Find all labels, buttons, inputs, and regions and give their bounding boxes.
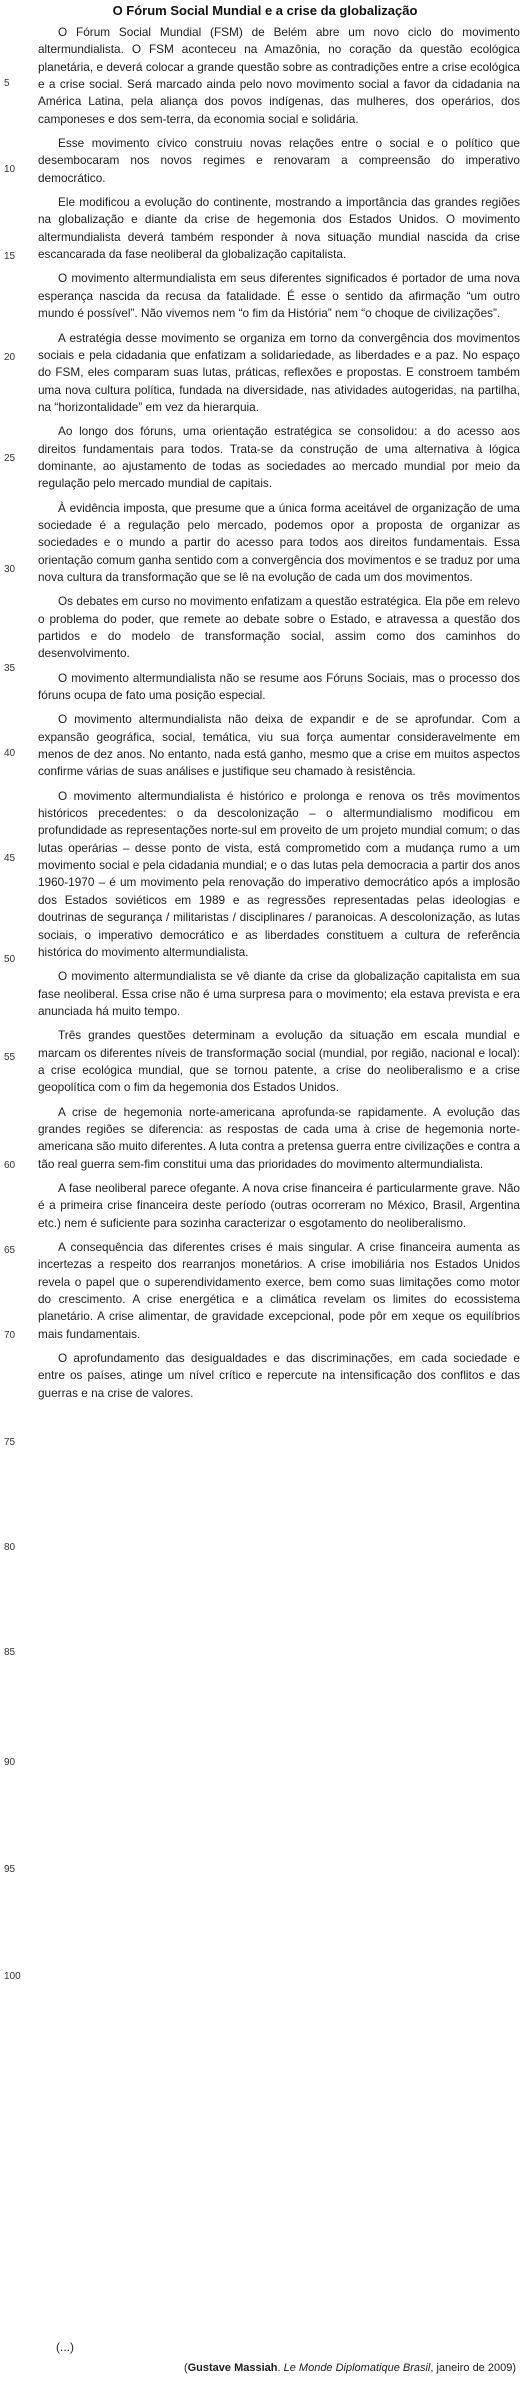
line-number: 55 xyxy=(4,1052,16,1063)
citation-open: ( xyxy=(183,2362,188,2374)
line-number: 60 xyxy=(4,1160,16,1171)
line-number: 95 xyxy=(4,1864,16,1875)
paragraph: O movimento altermundialista se vê diante da crise da globalização capitalista em sua fase neoliberal. Essa crise não é uma surpresa para o movimento; ela estava prevista e era anunciada há muito tempo. xyxy=(38,969,520,1018)
paragraph: Ele modificou a evolução do continente, mostrando a importância das grandes regiões na globalização e diante da crise de hegemonia dos Estados Unidos. O movimento altermundialista deverá também responder à nova situação mundial nascida da crise escancarada da fase neoliberal da globalização capitalista. xyxy=(38,195,520,262)
paragraph: Os debates em curso no movimento enfatizam a questão estratégica. Ela põe em relevo o problema do poder, que remete ao debate sobre o Estado, e atravessa a questão dos partidos e do modelo de transformação social, assim como dos caminhos do desenvolvimento. xyxy=(38,594,520,661)
paragraph: O movimento altermundialista não se resume aos Fóruns Sociais, mas o processo dos fóruns ocupa de fato uma posição especial. xyxy=(38,670,520,703)
citation-author: Gustave Massiah xyxy=(187,2362,278,2374)
paragraph: A fase neoliberal parece ofegante. A nova crise financeira é particularmente grave. Não é a primeira crise financeira deste período (outras ocorreram no México, Brasil, Argentina etc.) nem é suficiente para sozinha caracterizar o esgotamento do neoliberalismo. xyxy=(38,1180,520,1230)
paragraph: O movimento altermundialista em seus diferentes significados é portador de uma nova esperança nascida da recusa da fatalidade. É esse o sentido da afirmação “um outro mundo é possível”. Não vivemos nem “o fim da História” nem “o choque de civilizações”. xyxy=(38,271,520,321)
line-number: 40 xyxy=(4,748,16,759)
paragraph: A estratégia desse movimento se organiza em torno da convergência dos movimentos sociais e pela cidadania que enfatizam a solidariedade, as liberdades e a paz. No espaço do FSM, eles comparam suas lutas, práticas, reflexões e propostas. E constroem também uma nova cultura política, fundada na diversidade, nas atividades autogeridas, na partilha, na “horizontalidade” em vez da hierarquia. xyxy=(38,330,520,414)
line-number: 90 xyxy=(4,1757,16,1768)
line-number: 65 xyxy=(4,1245,16,1256)
paragraph: O Fórum Social Mundial (FSM) de Belém abre um novo ciclo do movimento altermundialista. O FSM aconteceu na Amazônia, no coração da questão ecológica planetária, e deverá colocar a grande questão sobre as contradições entre a crise ecológica e a crise social. Será marcado ainda pelo novo movimento social a favor da cidadania na América Latina, pela aliança dos povos indígenas, das mulheres, dos operários, dos camponeses e dos sem-terra, da economia social e solidária. xyxy=(38,25,520,126)
citation-date: , janeiro de 2009) xyxy=(430,2362,516,2374)
article-body xyxy=(38,24,520,1409)
paragraph: Três grandes questões determinam a evolução da situação em escala mundial e marcam os diferentes níveis de transformação social (mundial, por região, nacional e local): a crise ecológica mundial, que se tornou patente, a crise do neoliberalismo e a crise geopolítica com o fim da hegemonia dos Estados Unidos. xyxy=(38,1028,520,1095)
line-number: 5 xyxy=(4,78,10,89)
line-number: 85 xyxy=(4,1647,16,1658)
source-citation xyxy=(184,2362,516,2374)
article-title: O Fórum Social Mundial e a crise da globalização xyxy=(112,3,418,18)
line-number: 50 xyxy=(4,954,16,965)
line-number: 80 xyxy=(4,1542,16,1553)
citation-publication: Le Monde Diplomatique Brasil xyxy=(283,2362,431,2374)
line-number: 15 xyxy=(4,251,16,262)
line-number: 35 xyxy=(4,663,16,674)
paragraph: À evidência imposta, que presume que a única forma aceitável de organização de uma sociedade é a regulação pelo mercado, podemos opor a proposta de organizar as sociedades e o mundo a partir do acesso para todos aos direitos fundamentais. Essa orientação comum ganha sentido com a convergência dos movimentos e se traduz por uma nova cultura da transformação que se lê na evolução de cada um dos movimentos. xyxy=(38,500,520,584)
paragraph: O movimento altermundialista não deixa de expandir e de se aprofundar. Com a expansão geográfica, social, temática, viu sua força aumentar consideravelmente em menos de dez anos. No entanto, nada está ganho, mesmo que a crise em muitos aspectos confirme várias de suas análises e justifique seu chamado à resistência. xyxy=(38,712,520,779)
line-number: 75 xyxy=(4,1437,16,1448)
paragraph: O aprofundamento das desigualdades e das discriminações, em cada sociedade e entre os países, atinge um nível crítico e repercute na intensificação dos conflitos e das guerras e na crise de valores. xyxy=(38,1351,520,1400)
omission-marker: (...) xyxy=(56,2340,74,2354)
citation-separator: . xyxy=(277,2362,284,2374)
line-number: 100 xyxy=(4,1971,21,1982)
line-number: 25 xyxy=(4,453,16,464)
line-number: 70 xyxy=(4,1330,16,1341)
paragraph: Ao longo dos fóruns, uma orientação estratégica se consolidou: a do acesso aos direitos fundamentais para todos. Trata-se da construção de uma alternativa à lógica dominante, ao ajustamento de todas as sociedades ao mercado mundial por meio da regulação pelo mercado mundial de capitais. xyxy=(38,424,520,491)
paragraph: A crise de hegemonia norte-americana aprofunda-se rapidamente. A evolução das grandes regiões se diferencia: as respostas de cada uma à crise de hegemonia norte-americana são muito diferentes. A luta contra a pretensa guerra entre civilizações e contra a tão real guerra sem-fim constitui uma das prioridades do movimento altermundialista. xyxy=(38,1104,520,1171)
line-number: 30 xyxy=(4,564,16,575)
paragraph: O movimento altermundialista é histórico e prolonga e renova os três movimentos históricos precedentes: o da descolonização – o altermundialismo modificou em profundidade as representações norte-sul em proveito de um projeto mundial comum; o das lutas operárias – desse ponto de vista, está comprometido com a mudança rumo a um movimento social e pela cidadania mundial; e o das lutas pela democracia a partir dos anos 1960-1970 – é um movimento pela renovação do imperativo democrático após a implosão dos Estados soviéticos em 1989 e as regressões representadas pelas ideologias e doutrinas de segurança / militaristas / disciplinares / paranoicas. A descolonização, as lutas sociais, o imperativo democrático e as liberdades constituem a cultura de referência histórica do movimento altermundialista. xyxy=(38,788,520,959)
line-number: 10 xyxy=(4,164,16,175)
paragraph: Esse movimento cívico construiu novas relações entre o social e o político que desembocaram nos novos regimes e renovaram a compreensão do imperativo democrático. xyxy=(38,136,520,185)
line-number: 20 xyxy=(4,352,16,363)
paragraph: A consequência das diferentes crises é mais singular. A crise financeira aumenta as incertezas a respeito dos rearranjos monetários. A crise imobiliária nos Estados Unidos revela o papel que o superendividamento exerce, bem como suas limitações como motor do crescimento. A crise energética e a climática revelam os limites do ecossistema planetário. A crise alimentar, de gravidade excepcional, pode pôr em xeque os equilíbrios mais fundamentais. xyxy=(38,1240,520,1341)
line-number: 45 xyxy=(4,853,16,864)
line-number-column xyxy=(0,0,24,2383)
